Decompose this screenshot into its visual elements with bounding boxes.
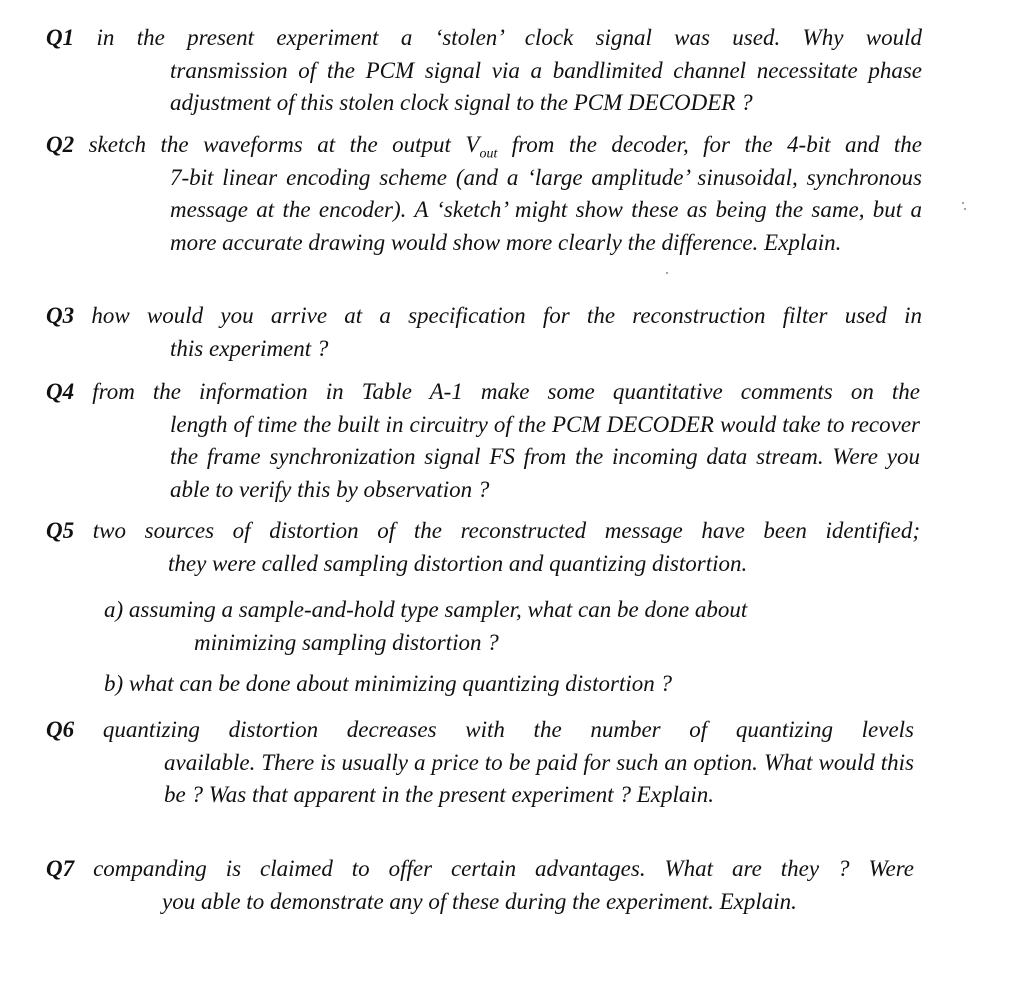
question-q1 bbox=[46, 22, 922, 120]
question-q2 bbox=[46, 129, 922, 259]
scan-speck bbox=[962, 202, 964, 204]
question-q3 bbox=[46, 300, 922, 365]
question-number: Q4 bbox=[46, 379, 75, 404]
part-first-line: b) what can be done about minimizing quantizing distortion ? bbox=[104, 671, 672, 696]
part-body: minimizing sampling distortion ? bbox=[194, 629, 499, 655]
question-body: they were called sampling distortion and quantizing distortion. bbox=[168, 550, 748, 576]
question-first-line: two sources of distortion of the reconstructed message have been identified; bbox=[92, 518, 921, 543]
question-number: Q7 bbox=[46, 856, 75, 881]
question-first-line: in the present experiment a ‘stolen’ clock signal was used. Why would bbox=[96, 25, 922, 50]
question-body: available. There is usually a price to be paid for such an option. What would this be ? Was that apparent in the present experiment ? Explain. bbox=[164, 749, 914, 807]
question-number: Q2 bbox=[46, 132, 75, 157]
question-q5-part-a bbox=[104, 594, 864, 659]
question-first-line: sketch the waveforms at the output V bbox=[88, 132, 480, 157]
question-q5 bbox=[46, 515, 920, 580]
question-q6 bbox=[46, 714, 914, 812]
question-q5-part-b bbox=[104, 668, 864, 701]
question-number: Q1 bbox=[46, 25, 75, 50]
subscript-out: out bbox=[479, 146, 498, 162]
scan-speck bbox=[666, 272, 668, 274]
question-q7 bbox=[46, 853, 914, 918]
question-q4 bbox=[46, 376, 920, 506]
scan-speck bbox=[964, 208, 966, 210]
question-first-line: quantizing distortion decreases with the number of quantizing levels bbox=[102, 717, 915, 742]
question-first-line: companding is claimed to offer certain advantages. What are they ? Were bbox=[93, 856, 914, 881]
question-body: you able to demonstrate any of these during the experiment. Explain. bbox=[162, 888, 797, 914]
question-first-line-end: from the decoder, for the 4-bit and the bbox=[497, 132, 923, 157]
question-number: Q3 bbox=[46, 303, 75, 328]
question-number: Q6 bbox=[46, 717, 75, 742]
question-body: length of time the built in circuitry of the PCM DECODER would take to recover the frame synchronization signal FS from the incoming data stream. Were you able to verify this by observation ? bbox=[170, 411, 920, 502]
question-number: Q5 bbox=[46, 518, 75, 543]
question-body: this experiment ? bbox=[170, 335, 329, 361]
question-first-line: from the information in Table A-1 make some quantitative comments on the bbox=[92, 379, 920, 404]
question-body: transmission of the PCM signal via a bandlimited channel necessitate phase adjustment of this stolen clock signal to the PCM DECODER ? bbox=[170, 57, 922, 115]
question-first-line: how would you arrive at a specification for the reconstruction filter used in bbox=[91, 303, 922, 328]
part-first-line: a) assuming a sample-and-hold type sampler, what can be done about bbox=[104, 597, 748, 622]
question-body: 7-bit linear encoding scheme (and a ‘large amplitude’ sinusoidal, synchronous message at the encoder). A ‘sketch’ might show these as being the same, but a more accurate drawing would show more clearly the difference. Explain. bbox=[170, 164, 922, 255]
